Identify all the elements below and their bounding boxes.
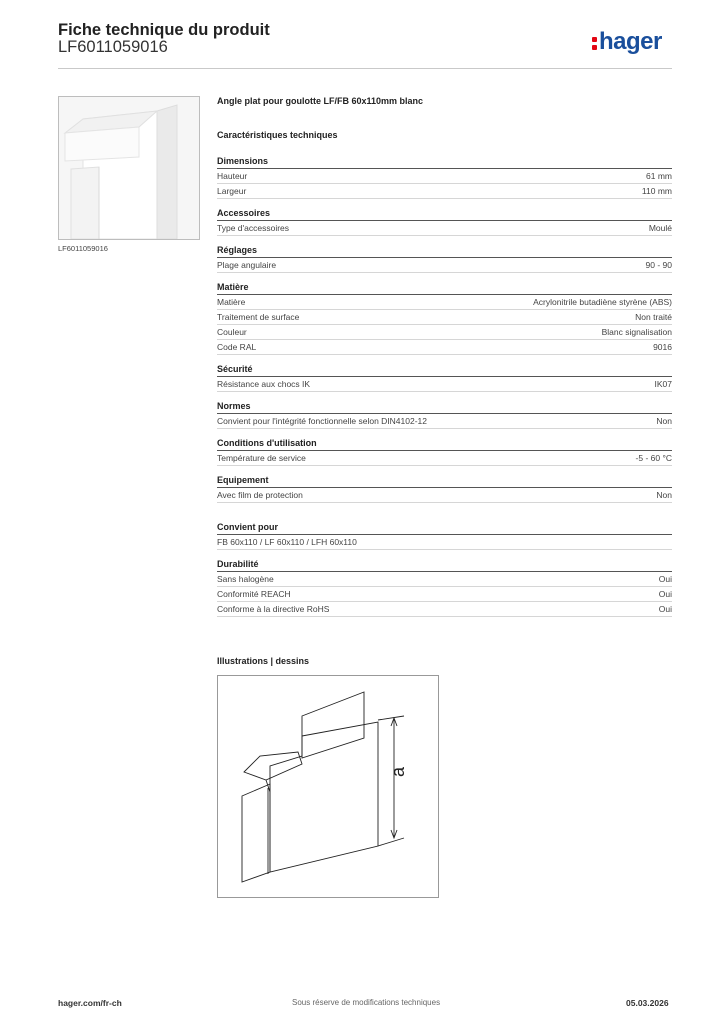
spec-label: Code RAL bbox=[217, 342, 257, 352]
spec-section-title: Convient pour bbox=[217, 521, 672, 535]
spec-value: IK07 bbox=[654, 379, 672, 389]
spec-value: Acrylonitrile butadiène styrène (ABS) bbox=[533, 297, 672, 307]
spec-value: 110 mm bbox=[641, 186, 672, 196]
spec-value: Oui bbox=[658, 574, 672, 584]
spec-value: -5 - 60 °C bbox=[635, 453, 672, 463]
spec-value: Non traité bbox=[635, 312, 672, 322]
spec-row bbox=[217, 184, 672, 199]
spec-row bbox=[217, 221, 672, 236]
spec-section-title: Durabilité bbox=[217, 558, 672, 572]
spec-label: Type d'accessoires bbox=[217, 223, 290, 233]
page-title: Fiche technique du produit bbox=[58, 21, 270, 39]
spec-section-title: Conditions d'utilisation bbox=[217, 437, 672, 451]
header-divider bbox=[58, 68, 672, 69]
spec-section bbox=[217, 437, 672, 466]
spec-row bbox=[217, 602, 672, 617]
spec-value: Non bbox=[656, 416, 672, 426]
spec-value: Oui bbox=[658, 604, 672, 614]
illustrations-heading: Illustrations | dessins bbox=[217, 656, 310, 666]
spec-section-title: Dimensions bbox=[217, 155, 672, 169]
dimension-label: a bbox=[388, 766, 408, 778]
spec-value: 90 - 90 bbox=[645, 260, 672, 270]
spec-section-title: Sécurité bbox=[217, 363, 672, 377]
spec-value: 61 mm bbox=[646, 171, 672, 181]
spec-row bbox=[217, 414, 672, 429]
footer-date: 05.03.2026 bbox=[626, 998, 669, 1008]
logo-text: hager bbox=[599, 28, 662, 55]
spec-label: Conforme à la directive RoHS bbox=[217, 604, 330, 614]
spec-label: Couleur bbox=[217, 327, 247, 337]
product-thumbnail bbox=[58, 96, 200, 240]
spec-section bbox=[217, 207, 672, 236]
specs-heading: Caractéristiques techniques bbox=[217, 130, 338, 140]
spec-label: Plage angulaire bbox=[217, 260, 277, 270]
spec-label: Largeur bbox=[217, 186, 247, 196]
hager-logo bbox=[592, 28, 662, 56]
spec-section-title: Réglages bbox=[217, 244, 672, 258]
spec-row bbox=[217, 488, 672, 503]
spec-value: 9016 bbox=[653, 342, 672, 352]
spec-label: Sans halogène bbox=[217, 574, 274, 584]
spec-section-title: Matière bbox=[217, 281, 672, 295]
spec-row bbox=[217, 258, 672, 273]
technical-drawing bbox=[217, 675, 439, 898]
spec-section bbox=[217, 558, 672, 617]
spec-label: Température de service bbox=[217, 453, 306, 463]
spec-row bbox=[217, 451, 672, 466]
spec-label: Résistance aux chocs IK bbox=[217, 379, 311, 389]
spec-section-title: Normes bbox=[217, 400, 672, 414]
spec-row bbox=[217, 587, 672, 602]
angle-drawing-icon bbox=[218, 676, 438, 897]
spec-section bbox=[217, 521, 672, 550]
spec-section bbox=[217, 363, 672, 392]
spec-label: Traitement de surface bbox=[217, 312, 300, 322]
footer-website: hager.com/fr-ch bbox=[58, 998, 122, 1008]
spec-section-title: Accessoires bbox=[217, 207, 672, 221]
spec-value: Oui bbox=[658, 589, 672, 599]
spec-section-title: Equipement bbox=[217, 474, 672, 488]
spec-value: Non bbox=[656, 490, 672, 500]
spec-label: Hauteur bbox=[217, 171, 248, 181]
spec-row bbox=[217, 377, 672, 392]
spec-row bbox=[217, 340, 672, 355]
spec-sections bbox=[217, 155, 672, 625]
spec-value: Moulé bbox=[648, 223, 672, 233]
spec-row bbox=[217, 535, 672, 550]
spec-value: Blanc signalisation bbox=[601, 327, 672, 337]
spec-section bbox=[217, 474, 672, 503]
spec-label: Matière bbox=[217, 297, 246, 307]
spec-section bbox=[217, 400, 672, 429]
spec-row bbox=[217, 295, 672, 310]
product-name: Angle plat pour goulotte LF/FB 60x110mm blanc bbox=[217, 96, 424, 106]
product-reference: LF6011059016 bbox=[58, 38, 168, 56]
spec-row bbox=[217, 572, 672, 587]
spec-row bbox=[217, 325, 672, 340]
logo-dots-icon bbox=[592, 35, 597, 49]
spec-row bbox=[217, 310, 672, 325]
product-photo-icon bbox=[59, 97, 199, 239]
thumbnail-caption: LF6011059016 bbox=[58, 244, 108, 253]
spec-label: Conformité REACH bbox=[217, 589, 291, 599]
spec-label: Avec film de protection bbox=[217, 490, 303, 500]
spec-section bbox=[217, 281, 672, 355]
spec-row bbox=[217, 169, 672, 184]
spec-label: FB 60x110 / LF 60x110 / LFH 60x110 bbox=[217, 537, 357, 547]
spec-section bbox=[217, 244, 672, 273]
footer-notice: Sous réserve de modifications techniques bbox=[292, 998, 441, 1007]
spec-label: Convient pour l'intégrité fonctionnelle selon DIN4102-12 bbox=[217, 416, 428, 426]
spec-section bbox=[217, 155, 672, 199]
